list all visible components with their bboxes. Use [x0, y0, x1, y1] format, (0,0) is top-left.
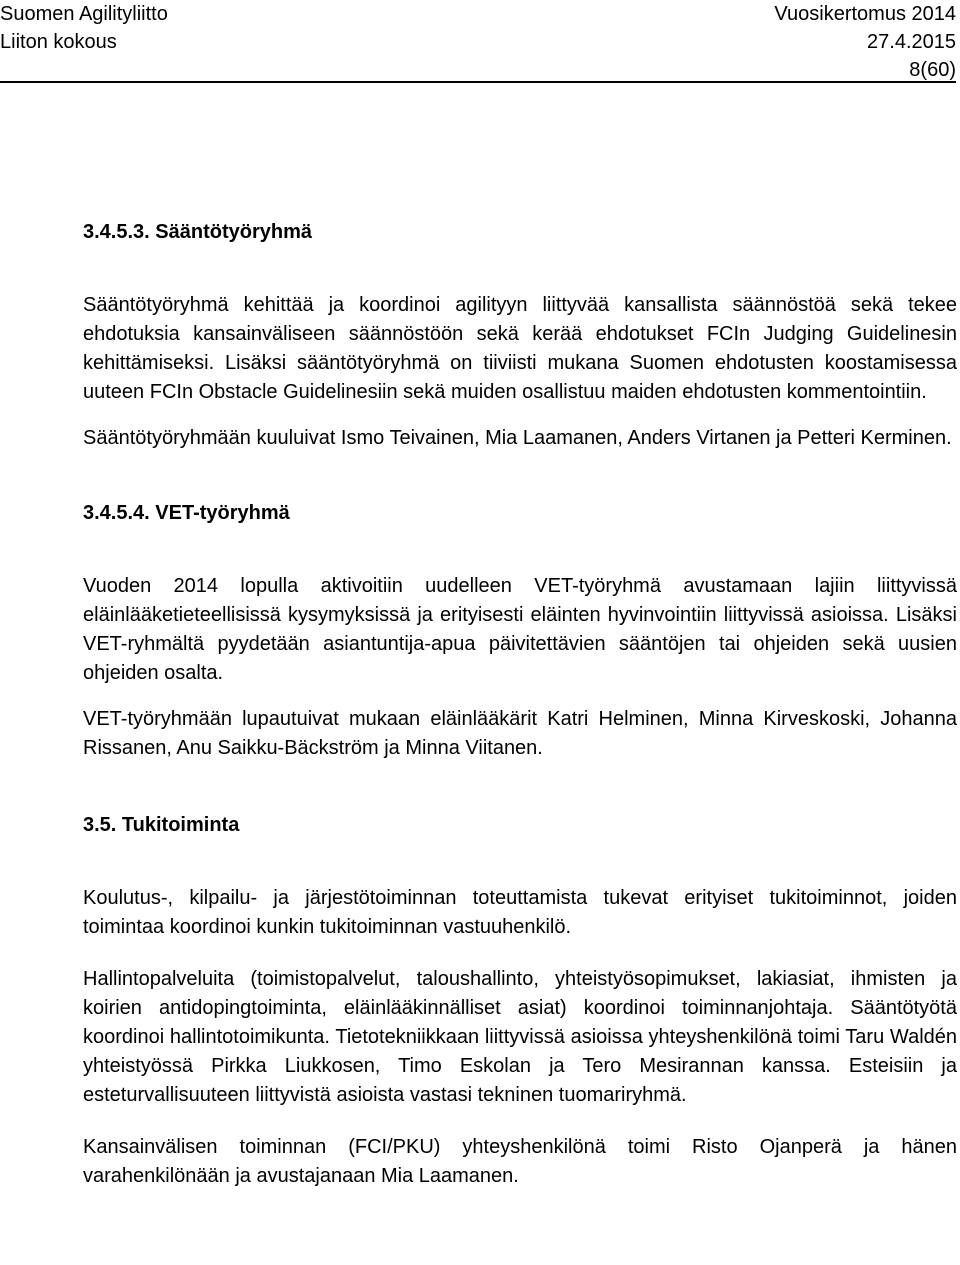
heading-3-4-5-3: 3.4.5.3. Sääntötyöryhmä: [83, 221, 312, 243]
paragraph: VET-työryhmään lupautuivat mukaan eläinlääkärit Katri Helminen, Minna Kirveskoski, Johanna Rissanen, Anu Saikku-Bäckström ja Minna Viitanen.: [83, 708, 957, 759]
document-title: Vuosikertomus 2014: [774, 3, 956, 25]
paragraph: Sääntötyöryhmään kuuluivat Ismo Teivainen, Mia Laamanen, Anders Virtanen ja Petteri Kerminen.: [83, 427, 952, 449]
heading-3-4-5-4: 3.4.5.4. VET-työryhmä: [83, 502, 290, 524]
paragraph: Hallintopalveluita (toimistopalvelut, taloushallinto, yhteistyösopimukset, lakiasiat, ihmisten ja koirien antidopingtoiminta, eläinlääkinnälliset asiat) koordinoi toiminnanjohtaja. Sääntötyötä koordinoi hallintotoimikunta. Tietotekniikkaan liittyvissä asioissa yhteyshenkilönä toimi Taru Waldén yhteistyössä Pirkka Liukkosen, Timo Eskolan ja Tero Mesirannan kanssa. Esteisiin ja esteturvallisuuteen liittyvistä asioista vastasi tekninen tuomariryhmä.: [83, 968, 957, 1106]
org-name: Suomen Agilityliitto: [0, 3, 168, 25]
paragraph: Kansainvälisen toiminnan (FCI/PKU) yhteyshenkilönä toimi Risto Ojanperä ja hänen varahenkilönään ja avustajanaan Mia Laamanen.: [83, 1136, 957, 1187]
header-row-2: [0, 28, 960, 56]
header-divider: [0, 81, 956, 83]
paragraph: Vuoden 2014 lopulla aktivoitiin uudelleen VET-työryhmä avustamaan lajiin liittyvissä eläinlääketieteellisissä kysymyksissä ja erityisesti eläinten hyvinvointiin liittyvissä asioissa. Lisäksi VET-ryhmältä pyydetään asiantuntija-apua päivitettävien sääntöjen tai ohjeiden sekä uusien ohjeiden osalta.: [83, 575, 957, 684]
page-header: [0, 0, 960, 56]
meeting-name: Liiton kokous: [0, 31, 117, 53]
document-date: 27.4.2015: [867, 31, 956, 53]
paragraph: Sääntötyöryhmä kehittää ja koordinoi agilityyn liittyvää kansallista säännöstöä sekä tekee ehdotuksia kansainväliseen säännöstöön sekä kerää ehdotukset FCIn Judging Guidelinesin kehittämiseksi. Lisäksi sääntötyöryhmä on tiiviisti mukana Suomen ehdotusten koostamisessa uuteen FCIn Obstacle Guidelinesiin sekä muiden osallistuu maiden ehdotusten kommentointiin.: [83, 294, 957, 403]
header-row-1: [0, 0, 960, 28]
document-body: [83, 218, 957, 1191]
heading-3-5: 3.5. Tukitoiminta: [83, 814, 240, 836]
paragraph: Koulutus-, kilpailu- ja järjestötoiminnan toteuttamista tukevat erityiset tukitoiminnot, joiden toimintaa koordinoi kunkin tukitoiminnan vastuuhenkilö.: [83, 887, 957, 938]
page-number: 8(60): [909, 59, 956, 81]
